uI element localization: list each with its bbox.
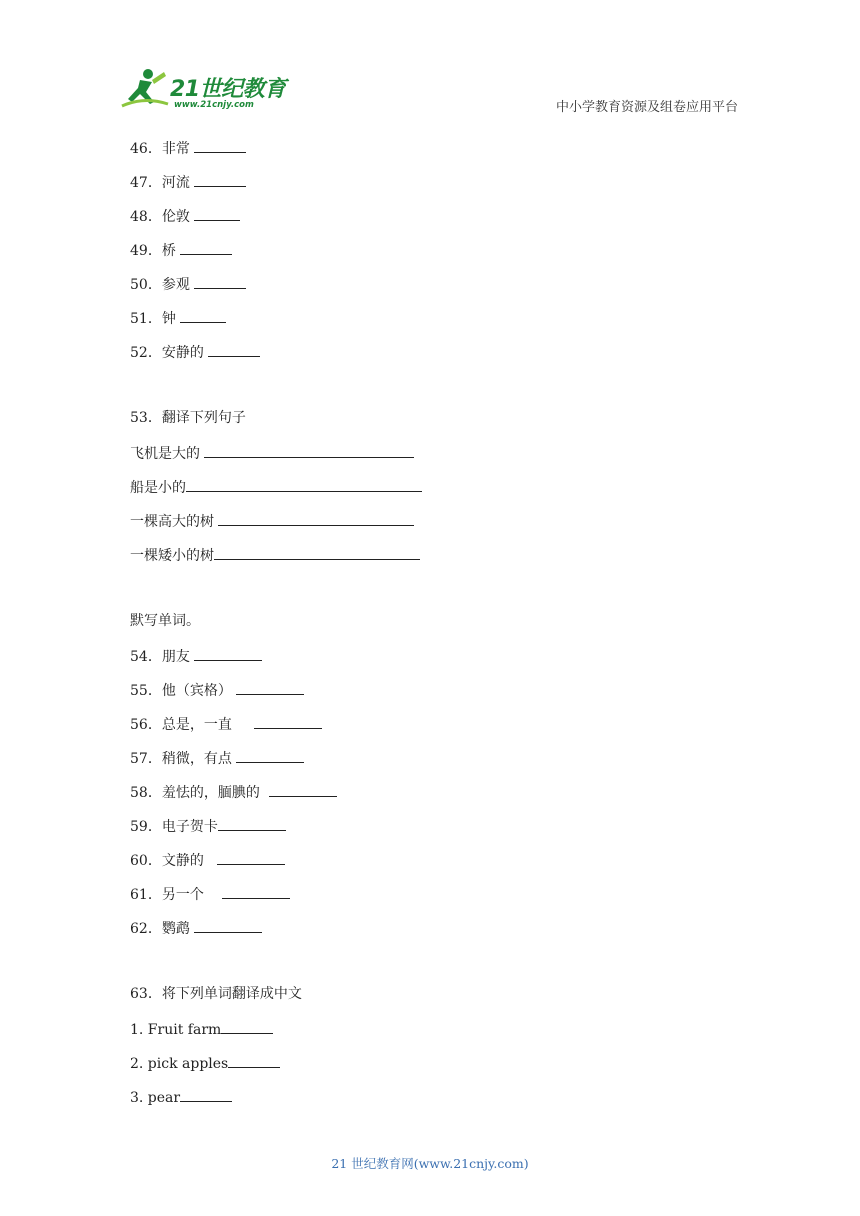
answer-blank[interactable] (180, 308, 226, 323)
exercise-line (130, 714, 322, 734)
exercise-text: 52．安静的 (130, 345, 209, 361)
exercise-line (130, 342, 260, 362)
answer-blank[interactable] (208, 342, 260, 357)
exercise-line (130, 240, 232, 260)
exercise-text: 63．将下列单词翻译成中文 (130, 986, 302, 1002)
answer-blank[interactable] (180, 1087, 232, 1102)
exercise-text: 53．翻译下列句子 (130, 410, 246, 426)
exercise-text: 46．非常 (130, 141, 195, 157)
exercise-line (130, 1019, 273, 1039)
answer-blank[interactable] (214, 545, 420, 560)
answer-blank[interactable] (254, 714, 322, 729)
exercise-line (130, 511, 414, 531)
exercise-text: 51．钟 (130, 311, 181, 327)
exercise-text: 船是小的 (130, 480, 186, 496)
answer-blank[interactable] (194, 206, 240, 221)
exercise-line (130, 443, 414, 463)
answer-blank[interactable] (236, 748, 304, 763)
exercise-line (130, 782, 337, 802)
answer-blank[interactable] (218, 816, 286, 831)
exercise-text: 一棵矮小的树 (130, 548, 214, 564)
answer-blank[interactable] (228, 1053, 280, 1068)
exercise-line (130, 138, 246, 158)
answer-blank[interactable] (222, 884, 290, 899)
answer-blank[interactable] (236, 680, 304, 695)
exercise-line (130, 308, 226, 328)
exercise-line (130, 545, 420, 565)
logo-url: www.21cnjy.com (174, 100, 254, 110)
answer-blank[interactable] (194, 172, 246, 187)
answer-blank[interactable] (221, 1019, 273, 1034)
exercise-text: 60．文静的 (130, 853, 218, 869)
exercise-text: 57．稍微，有点 (130, 751, 237, 767)
exercise-line (130, 172, 246, 192)
exercise-line (130, 985, 302, 1003)
answer-blank[interactable] (218, 511, 414, 526)
exercise-line (130, 274, 246, 294)
exercise-text: 3. pear (130, 1090, 181, 1106)
footer: 21 世纪教育网(www.21cnjy.com) (331, 1156, 529, 1171)
exercise-text: 58．羞怯的，腼腆的 (130, 785, 269, 801)
exercise-line (130, 477, 422, 497)
answer-blank[interactable] (269, 782, 337, 797)
exercise-text: 55．他（宾格） (130, 683, 237, 699)
exercise-text: 飞机是大的 (130, 446, 205, 462)
exercise-text: 2. pick apples (130, 1056, 229, 1072)
exercise-text: 1. Fruit farm (130, 1022, 222, 1038)
exercise-line (130, 1087, 232, 1107)
answer-blank[interactable] (217, 850, 285, 865)
exercise-line (130, 612, 200, 630)
runner-logo-icon (118, 66, 170, 110)
exercise-text: 50．参观 (130, 277, 195, 293)
exercise-line (130, 918, 262, 938)
exercise-line (130, 206, 240, 226)
platform-title: 中小学教育资源及组卷应用平台 (555, 100, 738, 115)
logo (118, 66, 298, 114)
exercise-line (130, 409, 246, 427)
answer-blank[interactable] (194, 646, 262, 661)
exercise-text: 61．另一个 (130, 887, 222, 903)
exercise-text: 47．河流 (130, 175, 195, 191)
exercise-line (130, 680, 304, 700)
exercise-text: 59．电子贺卡 (130, 819, 218, 835)
exercise-text: 49．桥 (130, 243, 181, 259)
exercise-line (130, 850, 285, 870)
exercise-text: 54．朋友 (130, 649, 195, 665)
exercise-line (130, 1053, 280, 1073)
page-header (118, 66, 738, 114)
exercise-text: 62．鹦鹉 (130, 921, 195, 937)
answer-blank[interactable] (204, 443, 414, 458)
exercise-line (130, 884, 290, 904)
logo-text: 21世纪教育 (170, 77, 286, 102)
answer-blank[interactable] (186, 477, 422, 492)
exercise-text: 48．伦敦 (130, 209, 195, 225)
answer-blank[interactable] (180, 240, 232, 255)
exercise-text: 默写单词。 (130, 613, 200, 629)
answer-blank[interactable] (194, 138, 246, 153)
answer-blank[interactable] (194, 274, 246, 289)
exercise-text: 56．总是，一直 (130, 717, 255, 733)
answer-blank[interactable] (194, 918, 262, 933)
exercise-line (130, 816, 286, 836)
exercise-line (130, 646, 262, 666)
exercise-line (130, 748, 304, 768)
exercise-text: 一棵高大的树 (130, 514, 219, 530)
